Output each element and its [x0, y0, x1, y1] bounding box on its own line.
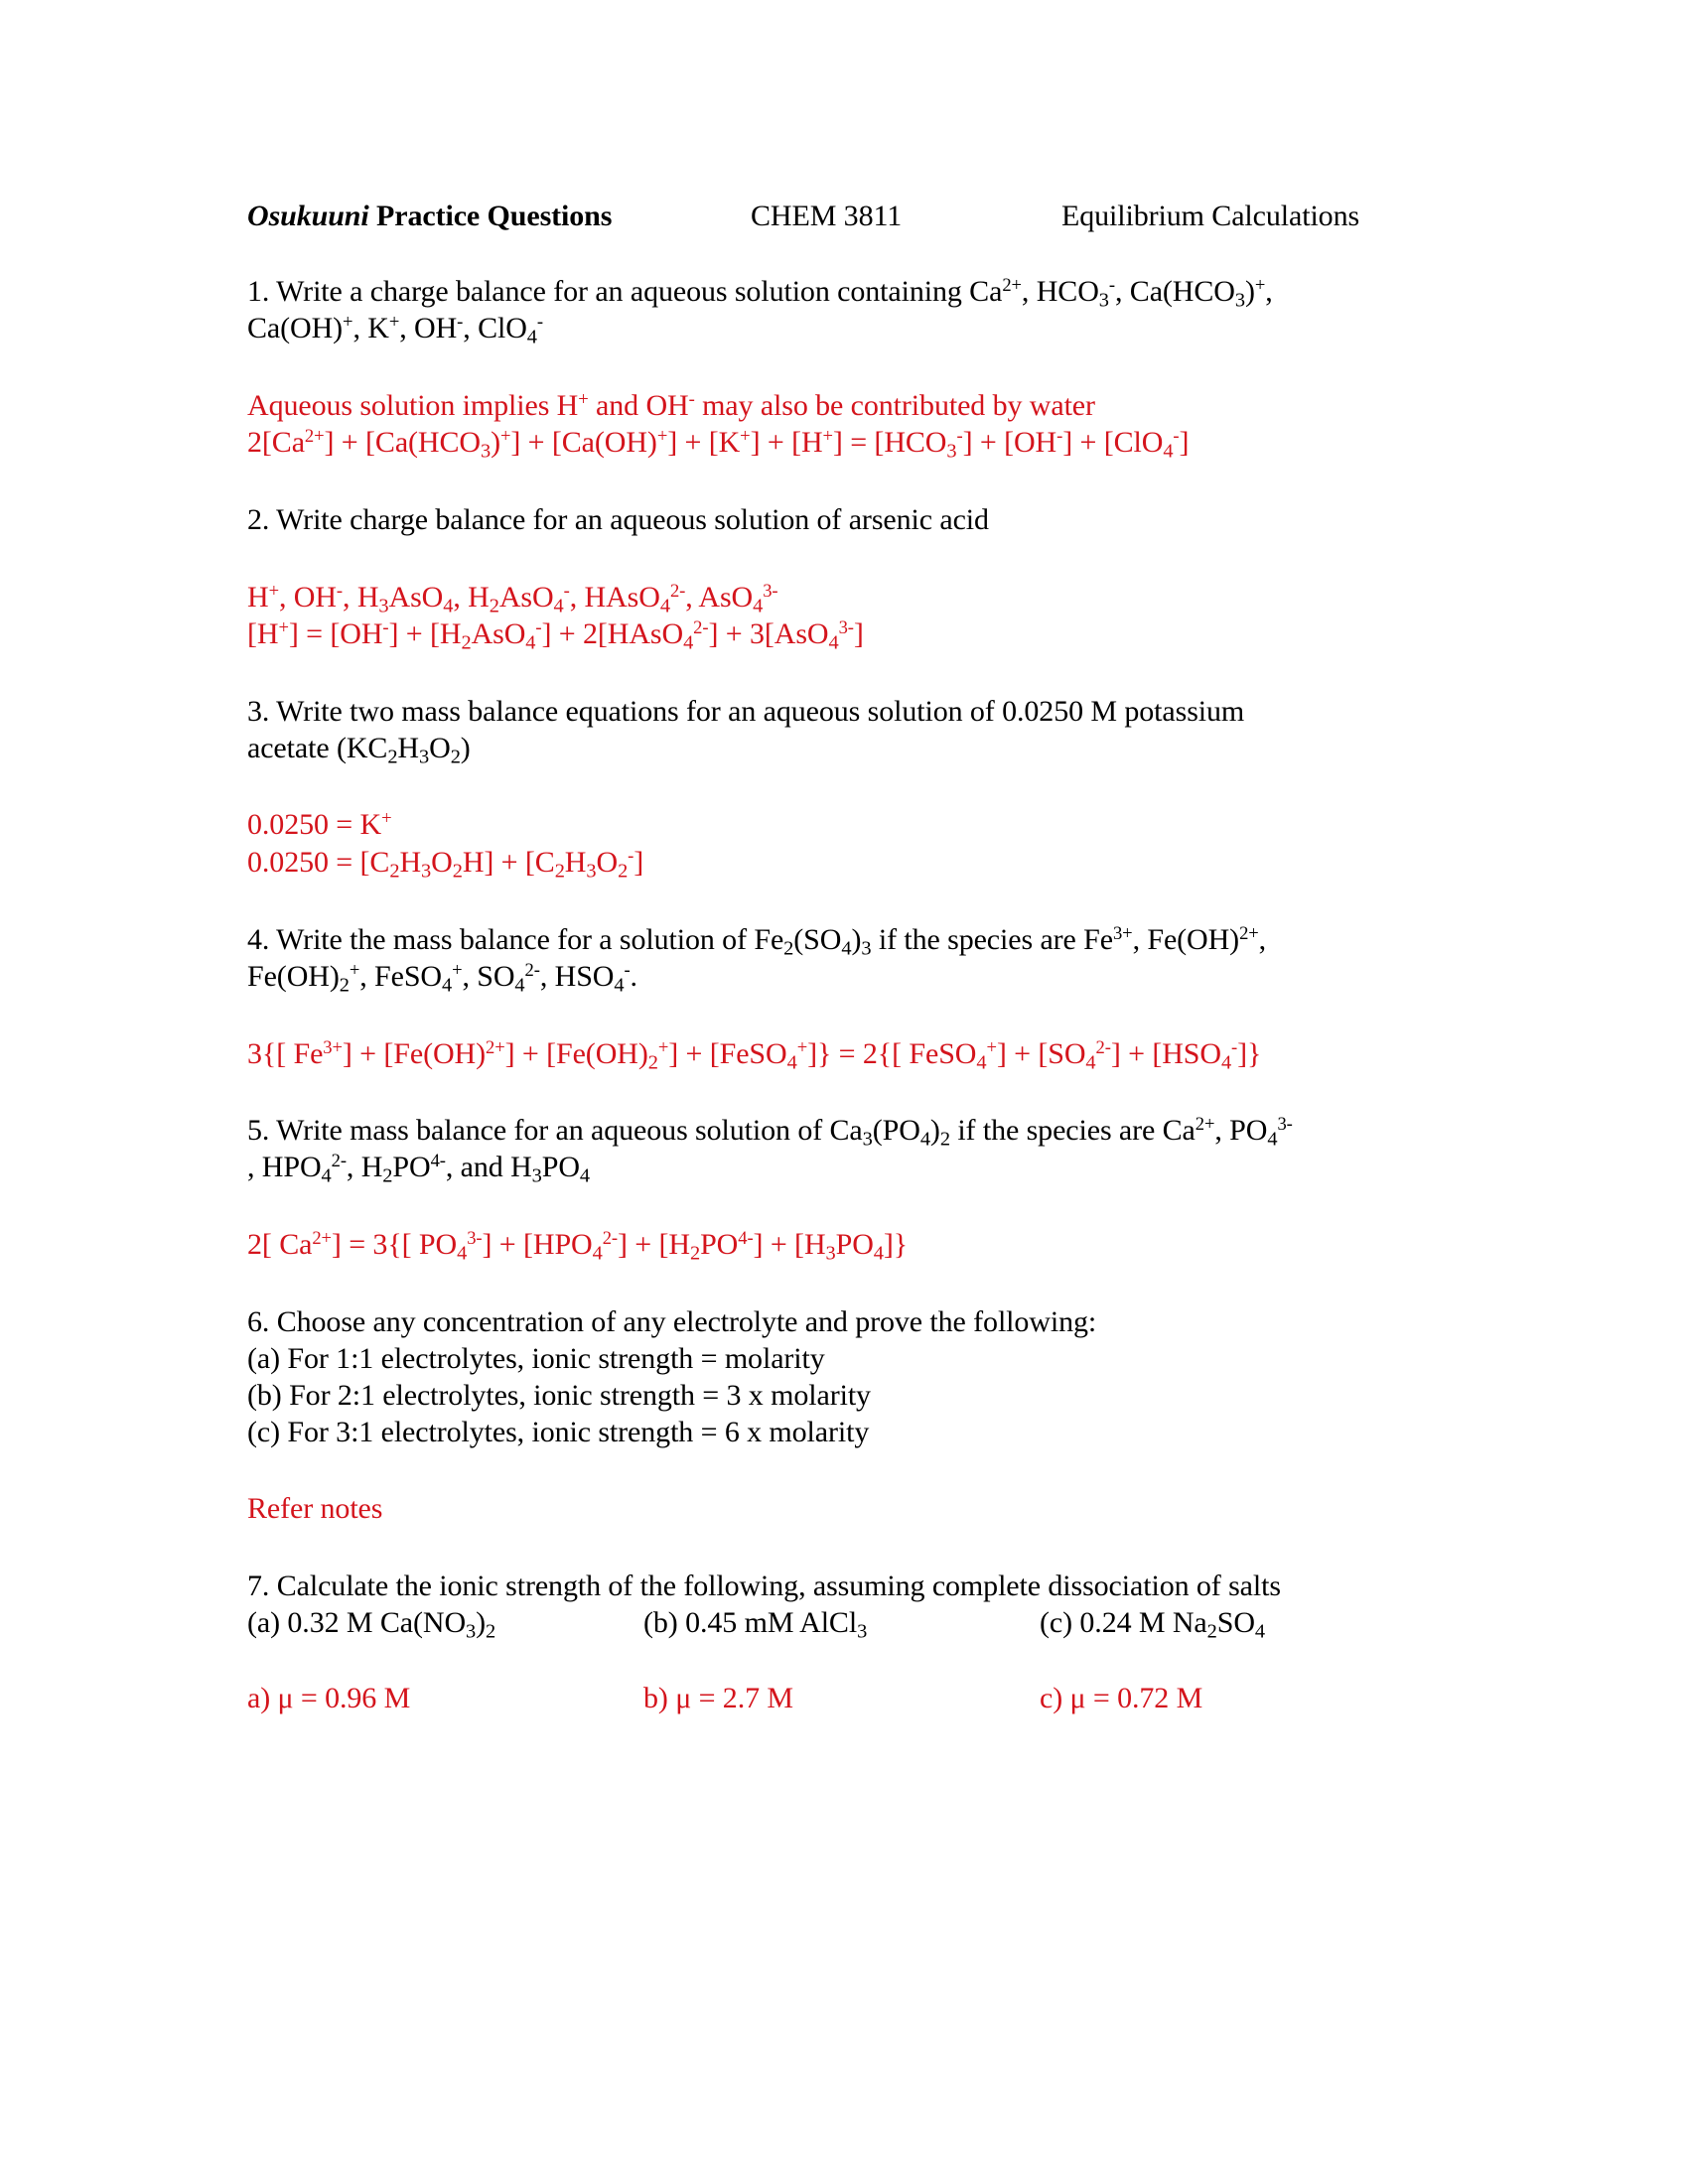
- text-fragment: ,: [685, 581, 699, 614]
- text-fragment: O: [596, 846, 619, 879]
- superscript: 2-: [331, 1150, 347, 1171]
- text-fragment: ): [476, 1606, 487, 1639]
- subscript: 4: [514, 974, 525, 997]
- superscript: +: [381, 807, 392, 829]
- superscript: 3-: [763, 580, 778, 602]
- text-fragment: ,: [1258, 923, 1267, 956]
- header-title: Practice Questions: [368, 200, 613, 232]
- text-fragment: , Fe(OH): [1132, 923, 1240, 956]
- subscript: 2: [452, 860, 463, 883]
- question-4-line-1: [247, 922, 1266, 958]
- subscript: 4: [1267, 1128, 1278, 1151]
- text-fragment: ] = [HCO: [832, 426, 947, 459]
- text-fragment: AsO: [498, 581, 554, 614]
- answer-1-line-1: [247, 388, 1095, 424]
- text-fragment: (a) 0.32 M Ca(NO: [247, 1606, 467, 1639]
- superscript: +: [452, 959, 463, 981]
- text-fragment: [H: [247, 617, 279, 650]
- answer-3-line-2: [247, 845, 643, 881]
- text-fragment: ] + 3[AsO: [708, 617, 829, 650]
- answer-3-line-1: [247, 807, 391, 843]
- subscript: 2: [554, 860, 565, 883]
- question-5-line-1: [247, 1113, 1293, 1149]
- question-7-item-c: [1040, 1605, 1265, 1641]
- subscript: 2: [647, 1051, 658, 1074]
- superscript: 3-: [467, 1227, 483, 1249]
- subscript: 3: [861, 937, 872, 960]
- text-fragment: ] + [Ca(OH): [510, 426, 657, 459]
- subscript: 4: [841, 937, 852, 960]
- text-fragment: 2[Ca: [247, 426, 305, 459]
- text-fragment: 5. Write mass balance for an aqueous solution of Ca: [247, 1114, 863, 1147]
- answer-6: Refer notes: [247, 1492, 383, 1525]
- text-fragment: ] + [SO: [996, 1037, 1086, 1070]
- question-7-item-a: [247, 1605, 495, 1641]
- answer-7-b: b) μ = 2.7 M: [643, 1682, 793, 1714]
- superscript: -: [1231, 1036, 1238, 1058]
- question-2: 2. Write charge balance for an aqueous solution of arsenic acid: [247, 503, 989, 536]
- page-header: [247, 199, 1360, 234]
- superscript: +: [796, 1036, 808, 1058]
- text-fragment: ] = 3{[ PO: [331, 1228, 458, 1261]
- text-fragment: AsO: [698, 581, 754, 614]
- text-fragment: , HSO: [539, 960, 615, 993]
- superscript: -: [536, 311, 543, 333]
- text-fragment: HCO: [1036, 275, 1099, 308]
- text-fragment: H: [397, 732, 419, 764]
- question-1-line-1: [247, 274, 1273, 310]
- superscript: 3-: [838, 616, 854, 638]
- question-6: [247, 1304, 1096, 1340]
- text-fragment: Fe(OH): [247, 960, 340, 993]
- superscript: 2-: [1095, 1036, 1111, 1058]
- text-fragment: ] + [Fe(OH): [342, 1037, 487, 1070]
- text-fragment: AsO: [388, 581, 444, 614]
- answer-7-c: c) μ = 0.72 M: [1040, 1682, 1203, 1714]
- text-fragment: OH: [414, 312, 458, 344]
- subscript: 3: [1234, 289, 1245, 312]
- superscript: -: [1056, 425, 1063, 447]
- text-fragment: , H: [346, 1151, 383, 1183]
- superscript: +: [349, 959, 360, 981]
- text-fragment: ): [851, 923, 862, 956]
- text-fragment: ): [491, 426, 500, 459]
- header-topic: Equilibrium Calculations: [1061, 200, 1360, 232]
- text-fragment: ,: [463, 312, 479, 344]
- question-6-item-c: (c) For 3:1 electrolytes, ionic strength = 6 x molarity: [247, 1416, 870, 1448]
- text-fragment: , SO: [462, 960, 515, 993]
- text-fragment: ] + [H: [388, 617, 462, 650]
- text-fragment: (c) 0.24 M Na: [1040, 1606, 1207, 1639]
- text-fragment: if the species are Fe: [871, 923, 1113, 956]
- text-fragment: 7.: [247, 1570, 270, 1602]
- superscript: -: [382, 616, 389, 638]
- text-fragment: , and H: [445, 1151, 532, 1183]
- subscript: 4: [553, 595, 564, 617]
- text-fragment: ] + [HSO: [1110, 1037, 1221, 1070]
- text-fragment: OH: [293, 581, 337, 614]
- superscript: 2+: [1002, 274, 1022, 296]
- text-fragment: ] + 2[HAsO: [541, 617, 684, 650]
- subscript: 4: [976, 1051, 987, 1074]
- text-fragment: acetate (KC: [247, 732, 388, 764]
- subscript: 3: [421, 860, 432, 883]
- subscript: 3: [586, 860, 597, 883]
- superscript: +: [578, 388, 589, 410]
- text-fragment: ,: [399, 312, 415, 344]
- subscript: 4: [526, 326, 537, 348]
- question-1-line-2: [247, 311, 543, 346]
- subscript: 4: [525, 631, 536, 654]
- superscript: +: [343, 311, 353, 333]
- text-fragment: ,: [278, 581, 294, 614]
- answer-7: [247, 1681, 1439, 1720]
- question-5-line-2: [247, 1150, 590, 1185]
- subscript: 4: [786, 1051, 797, 1074]
- text-fragment: PO: [541, 1151, 580, 1183]
- subscript: 4: [873, 1242, 884, 1265]
- superscript: 2+: [486, 1036, 505, 1058]
- text-fragment: O: [431, 846, 453, 879]
- superscript: +: [388, 311, 400, 333]
- answer-2-line-1: [247, 580, 778, 615]
- superscript: 2+: [1239, 922, 1259, 944]
- question-4-line-2: [247, 959, 637, 995]
- superscript: -: [336, 580, 344, 602]
- text-fragment: , FeSO: [359, 960, 442, 993]
- subscript: 3: [862, 1128, 873, 1151]
- subscript: 3: [825, 1242, 836, 1265]
- question-7-item-b: [643, 1605, 867, 1641]
- subscript: 2: [689, 1242, 701, 1265]
- superscript: 2+: [312, 1227, 332, 1249]
- text-fragment: Aqueous solution implies H: [247, 389, 579, 422]
- text-fragment: (SO: [793, 923, 842, 956]
- superscript: +: [740, 425, 751, 447]
- superscript: +: [986, 1036, 997, 1058]
- text-fragment: ]: [1179, 426, 1190, 459]
- subscript: 3: [480, 440, 492, 463]
- text-fragment: ] + [HPO: [482, 1228, 593, 1261]
- superscript: +: [278, 616, 289, 638]
- subscript: 3: [857, 1620, 868, 1643]
- superscript: -: [535, 616, 542, 638]
- superscript: 4-: [738, 1227, 754, 1249]
- text-fragment: , H: [343, 581, 379, 614]
- subscript: 2: [389, 860, 400, 883]
- superscript: 3-: [1277, 1113, 1293, 1135]
- text-fragment: ] + [ClO: [1062, 426, 1164, 459]
- text-fragment: ] + [H: [750, 426, 823, 459]
- text-fragment: ]}: [883, 1228, 909, 1261]
- superscript: 2-: [524, 959, 540, 981]
- answer-7-a: a) μ = 0.96 M: [247, 1682, 411, 1714]
- subscript: 2: [489, 595, 499, 617]
- text-fragment: H: [564, 846, 587, 879]
- text-fragment: SO: [1216, 1606, 1255, 1639]
- text-fragment: ] + [Fe(OH): [504, 1037, 648, 1070]
- answer-2-line-2: [247, 616, 864, 652]
- text-fragment: .: [630, 960, 637, 993]
- subscript: 3: [419, 746, 430, 768]
- superscript: 2+: [1195, 1113, 1215, 1135]
- text-fragment: , H: [453, 581, 490, 614]
- answer-5: [247, 1227, 908, 1263]
- text-fragment: ): [929, 1114, 940, 1147]
- text-fragment: 0.0250 = K: [247, 808, 382, 841]
- subscript: 2: [387, 746, 398, 768]
- subscript: 4: [1163, 440, 1174, 463]
- text-fragment: ] + [H: [753, 1228, 826, 1261]
- text-fragment: ,: [569, 581, 585, 614]
- question-3-line-1: 3. Write two mass balance equations for an aqueous solution of 0.0250 M potassium: [247, 695, 1245, 728]
- subscript: 4: [919, 1128, 930, 1151]
- subscript: 4: [614, 974, 625, 997]
- subscript: 4: [1085, 1051, 1096, 1074]
- text-fragment: Choose any concentration of any electrolyte and prove the following:: [276, 1305, 1097, 1338]
- subscript: 3: [466, 1620, 477, 1643]
- superscript: -: [1108, 274, 1115, 296]
- text-fragment: ]: [853, 617, 864, 650]
- answer-1-line-2: [247, 425, 1189, 461]
- text-fragment: H] + [C: [462, 846, 555, 879]
- text-fragment: PO: [835, 1228, 874, 1261]
- superscript: 2-: [669, 580, 686, 602]
- text-fragment: ] + [H: [618, 1228, 690, 1261]
- text-fragment: H: [399, 846, 422, 879]
- superscript: 3+: [1112, 922, 1133, 944]
- text-fragment: ,: [1021, 275, 1037, 308]
- text-fragment: , HPO: [247, 1151, 322, 1183]
- text-fragment: ] = [OH: [288, 617, 383, 650]
- question-7-items: [247, 1605, 1439, 1645]
- text-fragment: Ca(OH): [247, 312, 344, 344]
- text-fragment: 6.: [247, 1305, 270, 1338]
- text-fragment: 2[ Ca: [247, 1228, 313, 1261]
- subscript: 4: [321, 1164, 332, 1187]
- subscript: 4: [1254, 1620, 1266, 1643]
- question-6-item-b: (b) For 2:1 electrolytes, ionic strength = 3 x molarity: [247, 1379, 871, 1412]
- text-fragment: (PO: [872, 1114, 920, 1147]
- text-fragment: ] + [Ca(HCO: [324, 426, 481, 459]
- subscript: 3: [378, 595, 389, 617]
- subscript: 2: [461, 631, 472, 654]
- text-fragment: ,: [1114, 275, 1130, 308]
- subscript: 3: [1098, 289, 1109, 312]
- subscript: 2: [450, 746, 461, 768]
- header-title-italic: Osukuuni: [247, 200, 369, 232]
- text-fragment: Ca(HCO: [1129, 275, 1235, 308]
- subscript: 2: [939, 1128, 950, 1151]
- superscript: 4-: [430, 1150, 446, 1171]
- subscript: 4: [1220, 1051, 1232, 1074]
- subscript: 2: [618, 860, 629, 883]
- text-fragment: , PO: [1214, 1114, 1268, 1147]
- text-fragment: K: [367, 312, 389, 344]
- superscript: 2+: [304, 425, 325, 447]
- text-fragment: Calculate the ionic strength of the following, assuming complete dissociation of salts: [276, 1570, 1281, 1602]
- superscript: -: [563, 580, 570, 602]
- superscript: +: [1254, 274, 1266, 296]
- text-fragment: HAsO: [584, 581, 660, 614]
- subscript: 4: [592, 1242, 603, 1265]
- subscript: 4: [457, 1242, 468, 1265]
- text-fragment: ]} = 2{[ FeSO: [807, 1037, 977, 1070]
- text-fragment: ]}: [1237, 1037, 1262, 1070]
- subscript: 3: [531, 1164, 542, 1187]
- subscript: 2: [783, 937, 794, 960]
- subscript: 4: [828, 631, 839, 654]
- subscript: 4: [683, 631, 694, 654]
- text-fragment: (b) 0.45 mM AlCl: [643, 1606, 858, 1639]
- text-fragment: AsO: [471, 617, 526, 650]
- text-fragment: and OH: [588, 389, 689, 422]
- text-fragment: 4. Write the mass balance for a solution of Fe: [247, 923, 784, 956]
- subscript: 2: [339, 974, 350, 997]
- superscript: +: [822, 425, 833, 447]
- text-fragment: ] + [FeSO: [668, 1037, 787, 1070]
- subscript: 4: [659, 595, 670, 617]
- text-fragment: O: [429, 732, 451, 764]
- superscript: 3+: [323, 1036, 343, 1058]
- subscript: 2: [382, 1164, 393, 1187]
- text-fragment: PO: [392, 1151, 431, 1183]
- superscript: +: [656, 425, 668, 447]
- subscript: 4: [579, 1164, 591, 1187]
- subscript: 4: [443, 595, 454, 617]
- text-fragment: ,: [1265, 275, 1273, 308]
- superscript: -: [457, 311, 464, 333]
- text-fragment: 3{[ Fe: [247, 1037, 324, 1070]
- superscript: -: [624, 959, 631, 981]
- superscript: 2-: [602, 1227, 619, 1249]
- text-fragment: ,: [352, 312, 368, 344]
- superscript: +: [268, 580, 279, 602]
- superscript: -: [628, 845, 634, 867]
- text-fragment: if the species are Ca: [949, 1114, 1196, 1147]
- question-3-line-2: [247, 731, 471, 766]
- superscript: 2-: [693, 616, 709, 638]
- text-fragment: H: [247, 581, 269, 614]
- superscript: -: [1173, 425, 1180, 447]
- text-fragment: 0.0250 = [C: [247, 846, 390, 879]
- header-course: CHEM 3811: [751, 200, 903, 232]
- text-fragment: PO: [700, 1228, 739, 1261]
- text-fragment: ] + [OH: [962, 426, 1057, 459]
- question-6-item-a: (a) For 1:1 electrolytes, ionic strength = molarity: [247, 1342, 825, 1375]
- superscript: +: [499, 425, 511, 447]
- text-fragment: 1. Write a charge balance for an aqueous solution containing Ca: [247, 275, 1003, 308]
- question-7: [247, 1569, 1281, 1604]
- subscript: 2: [1206, 1620, 1217, 1643]
- subscript: 3: [946, 440, 957, 463]
- text-fragment: ClO: [478, 312, 527, 344]
- subscript: 2: [486, 1620, 496, 1643]
- subscript: 4: [441, 974, 453, 997]
- text-fragment: may also be contributed by water: [694, 389, 1095, 422]
- answer-4: [247, 1036, 1261, 1072]
- superscript: -: [688, 388, 695, 410]
- subscript: 4: [753, 595, 764, 617]
- text-fragment: ): [460, 732, 471, 764]
- text-fragment: ]: [633, 846, 644, 879]
- superscript: +: [657, 1036, 669, 1058]
- superscript: -: [956, 425, 963, 447]
- text-fragment: ): [1244, 275, 1255, 308]
- text-fragment: ] + [K: [667, 426, 741, 459]
